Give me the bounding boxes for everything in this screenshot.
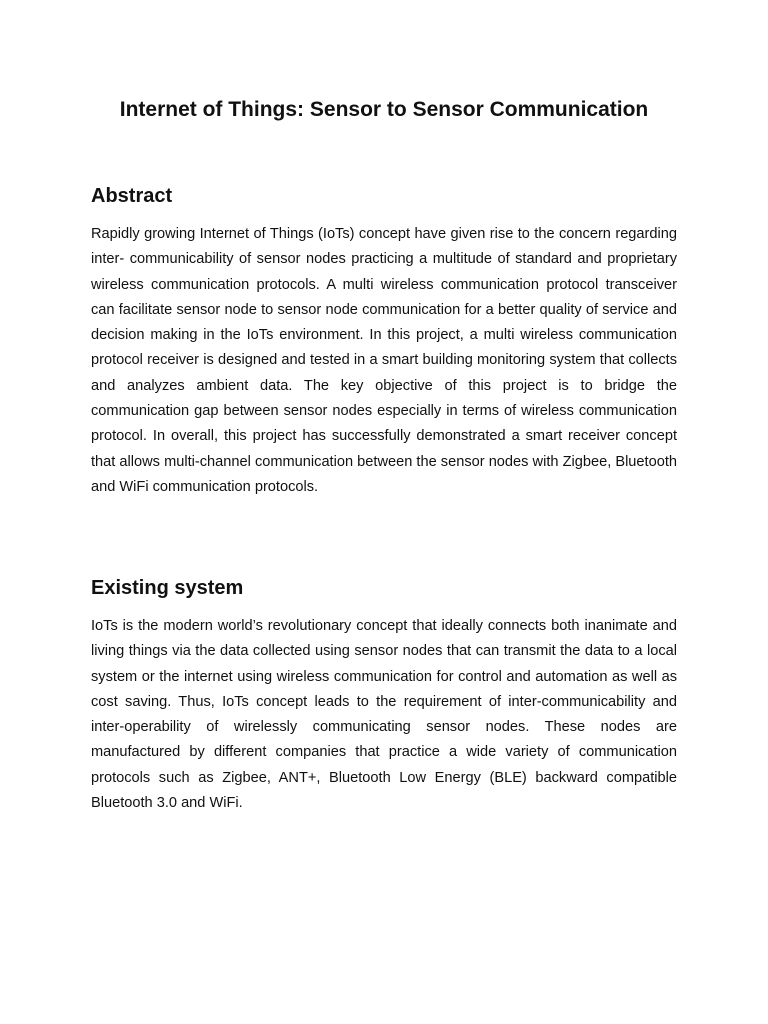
document-title: Internet of Things: Sensor to Sensor Communication: [119, 98, 649, 121]
existing-system-paragraph: IoTs is the modern world’s revolutionary concept that ideally connects both inanimate and living things via the data collected using sensor nodes that can transmit the data to a local system or the internet using wireless communication for control and automation as well as cost saving. Thus, IoTs concept leads to the requirement of inter-communicability and inter-operability of wirelessly communicating sensor nodes. These nodes are manufactured by different companies that practice a wide variety of communication protocols such as Zigbee, ANT+, Bluetooth Low Energy (BLE) backward compatible Bluetooth 3.0 and WiFi.: [91, 618, 677, 812]
abstract-heading: Abstract: [91, 185, 173, 207]
existing-system-heading: Existing system: [91, 577, 244, 599]
abstract-paragraph: Rapidly growing Internet of Things (IoTs) concept have given rise to the concern regarding inter- communicability of sensor nodes practicing a multitude of standard and proprietary wireless communication protocols. A multi wireless communication protocol transceiver can facilitate sensor node to sensor node communication for a better quality of service and decision making in the IoTs environment. In this project, a multi wireless communication protocol receiver is designed and tested in a smart building monitoring system that collects and analyzes ambient data. The key objective of this project is to bridge the communication gap between sensor nodes especially in terms of wireless communication protocol. In overall, this project has successfully demonstrated a smart receiver concept that allows multi-channel communication between the sensor nodes with Zigbee, Bluetooth and WiFi communication protocols.: [91, 226, 677, 495]
